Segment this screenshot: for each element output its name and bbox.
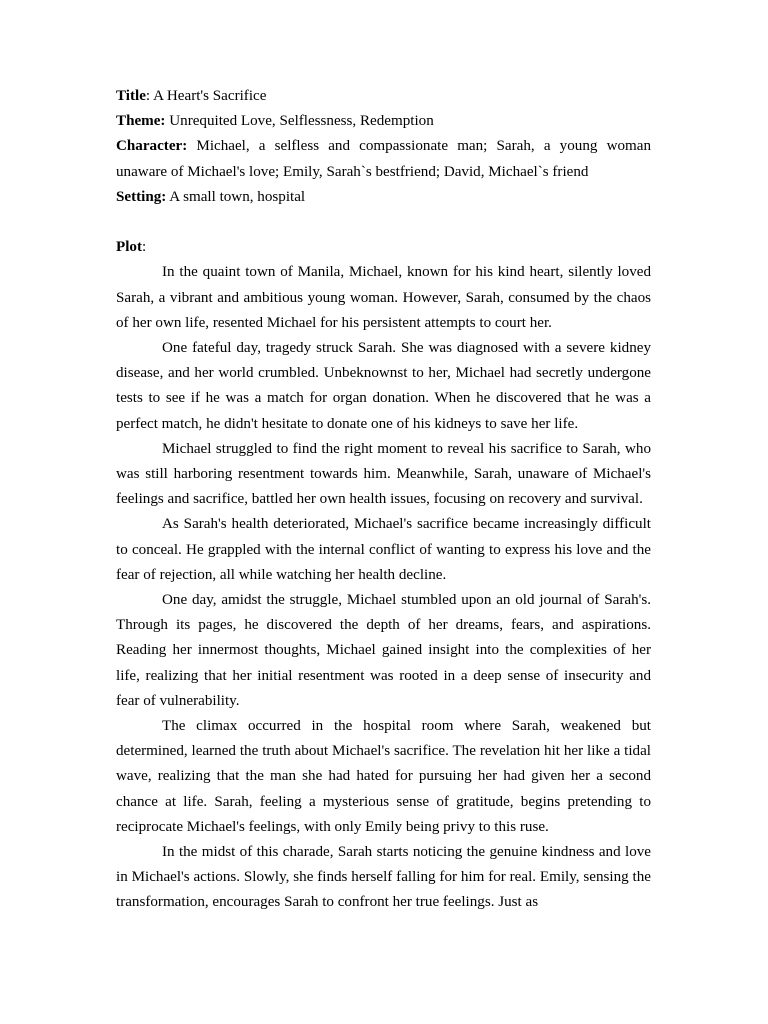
plot-paragraph: The climax occurred in the hospital room where Sarah, weakened but determined, learned the truth about Michael's sacrifice. The revelation hit her like a tidal wave, realizing that the man she had hated for pursuing her had given her a second chance at life. Sarah, feeling a mysterious sense of gratitude, begins pretending to reciprocate Michael's feelings, with only Emily being privy to this ruse. <box>116 718 651 835</box>
title-separator: : <box>145 88 151 104</box>
character-label: Character: <box>116 138 188 155</box>
title-value: A Heart's Sacrifice <box>150 88 267 104</box>
title-label: Title <box>116 88 146 104</box>
plot-paragraph: As Sarah's health deteriorated, Michael's sacrifice became increasingly difficult to conceal. He grappled with the internal conflict of wanting to express his love and the fear of rejection, all while watching her health decline. <box>116 516 651 583</box>
title-field <box>116 84 651 109</box>
plot-separator: : <box>142 239 147 256</box>
theme-field <box>116 109 651 134</box>
character-field <box>116 134 651 184</box>
theme-label: Theme: <box>116 113 166 130</box>
character-value: Michael, a selfless and compassionate man; Sarah, a young woman unaware of Michael's love; Emily, Sarah`s bestfriend; David, Michael`s friend <box>116 138 651 180</box>
setting-field <box>116 185 651 210</box>
plot-label: Plot <box>116 239 142 256</box>
plot-paragraph: One fateful day, tragedy struck Sarah. She was diagnosed with a severe kidney disease, and her world crumbled. Unbeknownst to her, Michael had secretly undergone tests to see if he was a match for organ donation. When he discovered that he was a perfect match, he didn't hesitate to donate one of his kidneys to save her life. <box>116 340 651 432</box>
plot-paragraph: In the midst of this charade, Sarah starts noticing the genuine kindness and love in Michael's actions. Slowly, she finds herself falling for him for real. Emily, sensing the transformation, encourages Sarah to confront her true feelings. Just as <box>116 844 651 911</box>
plot-paragraph: One day, amidst the struggle, Michael stumbled upon an old journal of Sarah's. Through its pages, he discovered the depth of her dreams, fears, and aspirations. Reading her innermost thoughts, Michael gained insight into the complexities of her life, realizing that her initial resentment was rooted in a deep sense of insecurity and fear of vulnerability. <box>116 592 651 709</box>
plot-heading <box>116 235 651 260</box>
document-page <box>116 84 651 916</box>
section-spacer <box>116 210 651 235</box>
theme-value: Unrequited Love, Selflessness, Redemption <box>165 113 434 130</box>
setting-value: A small town, hospital <box>166 188 306 205</box>
setting-label: Setting: <box>116 188 167 205</box>
plot-paragraph: Michael struggled to find the right moment to reveal his sacrifice to Sarah, who was still harboring resentment towards him. Meanwhile, Sarah, unaware of Michael's feelings and sacrifice, battled her own health issues, focusing on recovery and survival. <box>116 440 651 508</box>
plot-paragraph: In the quaint town of Manila, Michael, known for his kind heart, silently loved Sarah, a vibrant and ambitious young woman. However, Sarah, consumed by the chaos of her own life, resented Michael for his persistent attempts to court her. <box>116 264 651 331</box>
